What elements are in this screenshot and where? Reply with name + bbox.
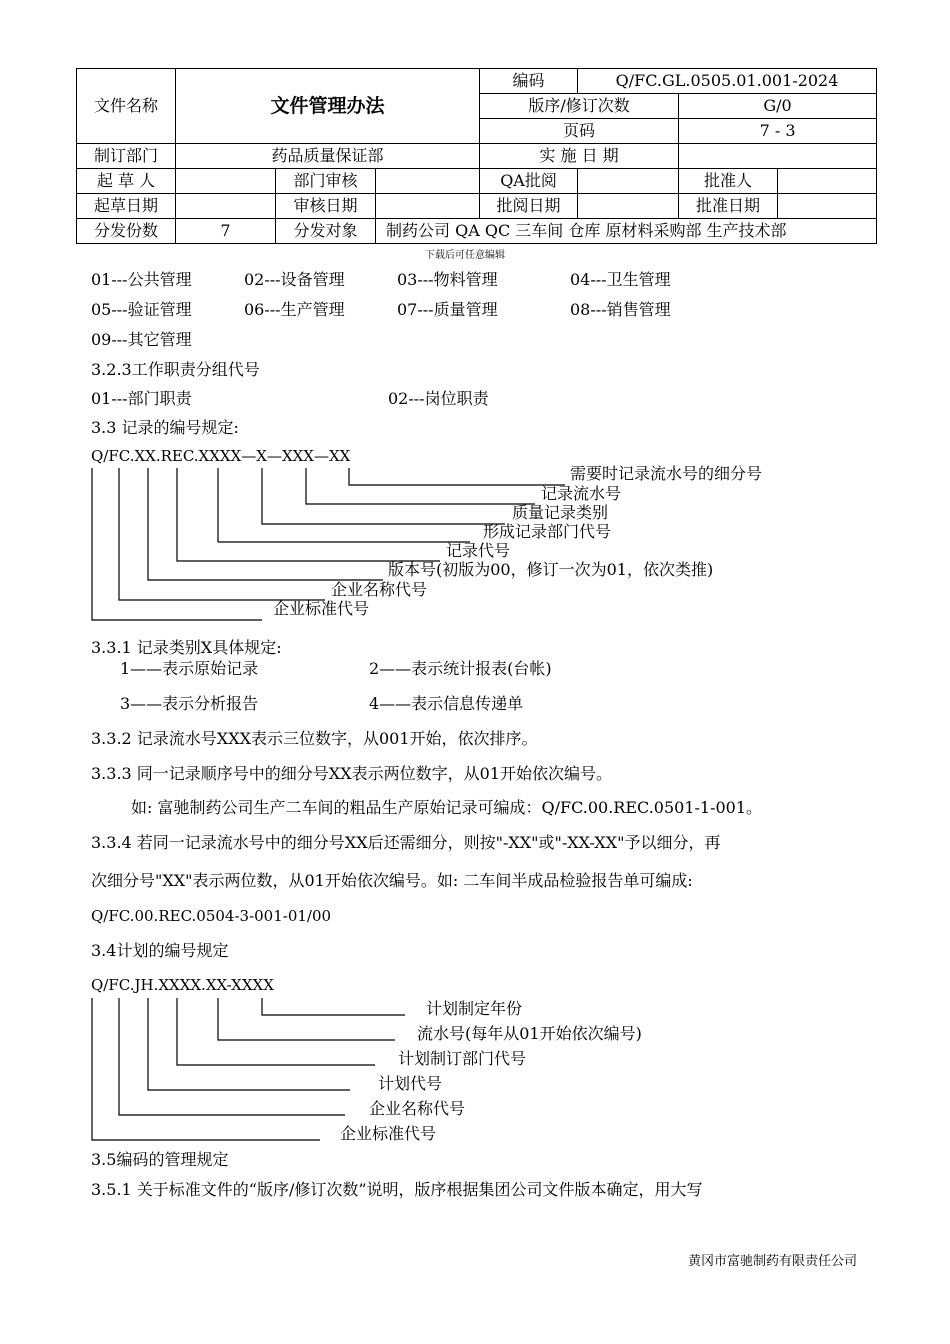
category-2: 2——表示统计报表(台帐) bbox=[369, 659, 552, 678]
record-label-dept-code: 形成记录部门代号 bbox=[483, 522, 612, 541]
group-03: 03---物料管理 bbox=[397, 270, 498, 289]
document-title: 文件管理办法 bbox=[176, 69, 480, 144]
record-line-record-code bbox=[177, 468, 440, 561]
plan-code-format: Q/FC.JH.XXXX.XX-XXXX bbox=[91, 976, 274, 994]
plan-label-serial: 流水号(每年从01开始依次编号) bbox=[417, 1024, 642, 1043]
plan-line-serial bbox=[218, 998, 395, 1040]
qa-date-label: 批阅日期 bbox=[480, 194, 578, 219]
section-3-3-2: 3.3.2 记录流水号XXX表示三位数字，从001开始，依次排序。 bbox=[91, 729, 538, 748]
section-3-4-title: 3.4计划的编号规定 bbox=[91, 941, 229, 960]
group-07: 07---质量管理 bbox=[397, 300, 498, 319]
group-08: 08---销售管理 bbox=[570, 300, 671, 319]
plan-line-plan-code bbox=[148, 998, 350, 1090]
record-label-version: 版本号(初版为00，修订一次为01，依次类推) bbox=[388, 560, 714, 579]
section-3-5-title: 3.5编码的管理规定 bbox=[91, 1150, 229, 1169]
duty-dept: 01---部门职责 bbox=[91, 389, 192, 408]
plan-label-plan-code: 计划代号 bbox=[378, 1074, 443, 1093]
version-label: 版序/修订次数 bbox=[480, 94, 679, 119]
section-3-3-4-line3: Q/FC.00.REC.0504-3-001-01/00 bbox=[91, 907, 332, 925]
record-label-category: 质量记录类别 bbox=[512, 503, 609, 522]
drafter-label: 起 草 人 bbox=[77, 169, 176, 194]
section-3-3-3-example: 如: 富驰制药公司生产二车间的粗品生产原始记录可编成：Q/FC.00.REC.0501-1-001。 bbox=[131, 798, 763, 817]
dept-review-label: 部门审核 bbox=[276, 169, 376, 194]
category-3: 3——表示分析报告 bbox=[120, 694, 259, 713]
distribution-label: 分发对象 bbox=[276, 219, 376, 244]
record-line-category bbox=[306, 468, 535, 504]
category-4: 4——表示信息传递单 bbox=[369, 694, 524, 713]
dept-label: 制订部门 bbox=[77, 144, 176, 169]
section-3-3-1-title: 3.3.1 记录类别X具体规定: bbox=[91, 638, 282, 657]
copies-label: 分发份数 bbox=[77, 219, 176, 244]
record-label-standard-code: 企业标准代号 bbox=[273, 599, 370, 618]
section-3-5-1: 3.5.1 关于标准文件的“版序/修订次数”说明，版序根据集团公司文件版本确定，用大写 bbox=[91, 1180, 703, 1199]
plan-line-dept bbox=[177, 998, 375, 1065]
page-label: 页码 bbox=[480, 119, 679, 144]
distribution-value: 制药公司 QA QC 三车间 仓库 原材料采购部 生产技术部 bbox=[376, 219, 877, 244]
group-06: 06---生产管理 bbox=[244, 300, 345, 319]
category-1: 1——表示原始记录 bbox=[120, 659, 259, 678]
dept-value: 药品质量保证部 bbox=[176, 144, 480, 169]
record-label-subnumber: 需要时记录流水号的细分号 bbox=[570, 464, 763, 483]
record-line-serial bbox=[349, 468, 565, 485]
group-04: 04---卫生管理 bbox=[570, 270, 671, 289]
section-3-3-4-line1: 3.3.4 若同一记录流水号中的细分号XX后还需细分，则按"-XX"或"-XX-XX"予以细分，再 bbox=[91, 833, 721, 852]
record-label-company-code: 企业名称代号 bbox=[331, 580, 428, 599]
plan-label-dept: 计划制订部门代号 bbox=[398, 1049, 527, 1068]
qa-review-label: QA批阅 bbox=[480, 169, 578, 194]
record-code-format: Q/FC.XX.REC.XXXX—X—XXX—XX bbox=[91, 447, 351, 465]
plan-label-year: 计划制定年份 bbox=[426, 999, 523, 1018]
file-name-label: 文件名称 bbox=[77, 69, 176, 144]
approve-date-label: 批准日期 bbox=[679, 194, 778, 219]
impl-date-label: 实 施 日 期 bbox=[480, 144, 679, 169]
group-09: 09---其它管理 bbox=[91, 330, 192, 349]
copies-value: 7 bbox=[176, 219, 276, 244]
duty-post: 02---岗位职责 bbox=[388, 389, 489, 408]
group-05: 05---验证管理 bbox=[91, 300, 192, 319]
section-3-3-3: 3.3.3 同一记录顺序号中的细分号XX表示两位数字，从01开始依次编号。 bbox=[91, 764, 612, 783]
company-footer: 黄冈市富驰制药有限责任公司 bbox=[688, 1254, 858, 1269]
version-value: G/0 bbox=[679, 94, 877, 119]
section-3-3-title: 3.3 记录的编号规定: bbox=[91, 418, 239, 437]
plan-label-company-code: 企业名称代号 bbox=[369, 1099, 466, 1118]
group-01: 01---公共管理 bbox=[91, 270, 192, 289]
plan-line-year bbox=[262, 998, 405, 1015]
plan-line-standard-code bbox=[92, 998, 320, 1140]
record-label-serial: 记录流水号 bbox=[541, 484, 622, 503]
record-label-record-code: 记录代号 bbox=[446, 541, 511, 560]
page-value: 7 - 3 bbox=[679, 119, 877, 144]
code-label: 编码 bbox=[480, 69, 578, 94]
section-3-3-4-line2: 次细分号"XX"表示两位数，从01开始依次编号。如: 二车间半成品检验报告单可编成: bbox=[91, 871, 693, 890]
plan-label-standard-code: 企业标准代号 bbox=[340, 1124, 437, 1143]
record-line-dept-code bbox=[262, 468, 505, 524]
download-note: 下载后可任意编辑 bbox=[425, 250, 505, 261]
approver-label: 批准人 bbox=[679, 169, 778, 194]
section-3-2-3-title: 3.2.3工作职责分组代号 bbox=[91, 360, 260, 379]
review-date-label: 审核日期 bbox=[276, 194, 376, 219]
draft-date-label: 起草日期 bbox=[77, 194, 176, 219]
code-value: Q/FC.GL.0505.01.001-2024 bbox=[578, 69, 877, 94]
group-02: 02---设备管理 bbox=[244, 270, 345, 289]
